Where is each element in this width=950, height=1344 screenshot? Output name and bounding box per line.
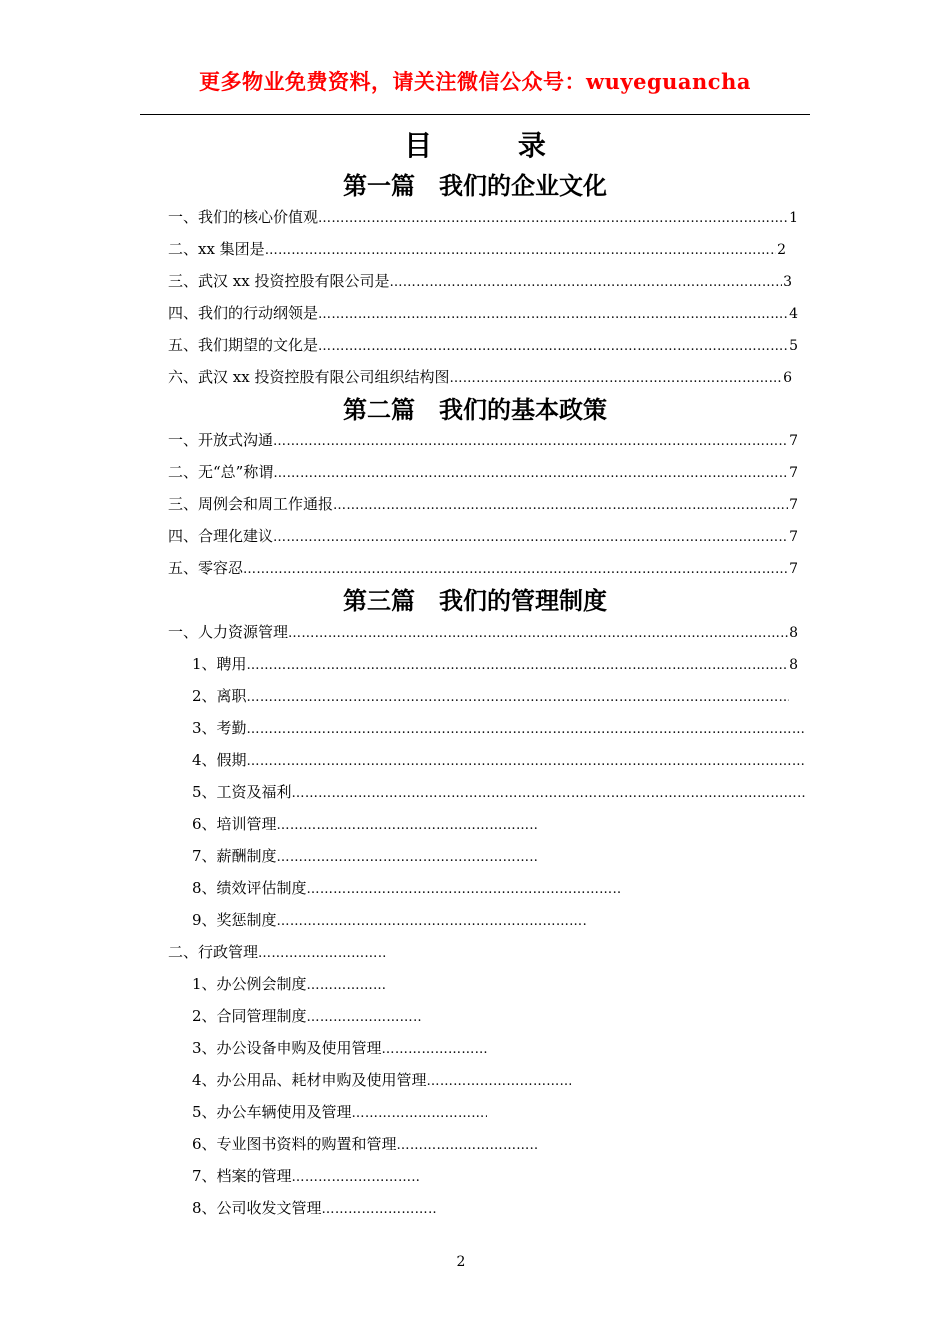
- toc-entry-label: 3、办公设备申购及使用管理: [192, 1039, 382, 1057]
- promo-banner: 更多物业免费资料，请关注微信公众号：wuyeguancha: [199, 69, 751, 94]
- part-prefix: 第二篇: [343, 395, 415, 424]
- toc-entry-label: 一、我们的核心价值观: [168, 208, 319, 226]
- toc-entry[interactable]: [168, 237, 786, 261]
- toc-entry[interactable]: [192, 1036, 488, 1060]
- dot-leader: [277, 910, 587, 932]
- dot-leader: [307, 1006, 421, 1028]
- toc-entry-label: 4、办公用品、耗材申购及使用管理: [192, 1071, 427, 1089]
- toc-entry[interactable]: [168, 365, 792, 389]
- dot-leader: [352, 1102, 487, 1124]
- toc-entry-page: 4: [789, 306, 798, 322]
- part-name: 我们的基本政策: [439, 395, 607, 424]
- part-name: 我们的管理制度: [439, 586, 607, 615]
- toc-entry-label: 六、武汉 xx 投资控股有限公司组织结构图: [168, 368, 450, 386]
- toc-entry[interactable]: [192, 716, 806, 740]
- toc-entry[interactable]: [192, 1196, 438, 1220]
- toc-entry-label: 3、考勤: [192, 719, 247, 737]
- toc-entry-label: 三、周例会和周工作通报: [168, 495, 334, 513]
- dot-leader: [247, 750, 805, 772]
- toc-entry-label: 5、办公车辆使用及管理: [192, 1103, 352, 1121]
- toc-entry[interactable]: [168, 269, 792, 293]
- toc-entry[interactable]: [192, 844, 538, 868]
- part-prefix: 第三篇: [343, 586, 415, 615]
- dot-leader: [397, 1134, 537, 1156]
- toc-entry-label: 1、办公例会制度: [192, 975, 307, 993]
- toc-entry-label: 8、公司收发文管理: [192, 1199, 322, 1217]
- toc-entry[interactable]: [168, 301, 798, 325]
- toc-entry[interactable]: [168, 428, 798, 452]
- dot-leader: [318, 303, 788, 325]
- dot-leader: [288, 622, 788, 644]
- toc-entry-page: 8: [789, 657, 798, 673]
- toc-entry[interactable]: [168, 205, 798, 229]
- toc-entry-label: 二、xx 集团是: [168, 240, 265, 258]
- toc-entry-page: 7: [789, 529, 798, 545]
- toc-entry-page: 7: [789, 433, 798, 449]
- toc-entry[interactable]: [192, 1100, 488, 1124]
- toc-entry-page: 5: [789, 338, 798, 354]
- toc-entry-label: 4、假期: [192, 751, 247, 769]
- dot-leader: [277, 814, 537, 836]
- dot-leader: [273, 526, 788, 548]
- dot-leader: [247, 654, 789, 676]
- toc-entry-page: 7: [789, 465, 798, 481]
- toc-entry[interactable]: [192, 780, 806, 804]
- toc-entry[interactable]: [168, 333, 798, 357]
- dot-leader: [389, 271, 782, 293]
- toc-entry[interactable]: [168, 460, 798, 484]
- toc-entry[interactable]: [192, 684, 790, 708]
- dot-leader: [382, 1038, 487, 1060]
- toc-entry[interactable]: [192, 908, 588, 932]
- toc-entry[interactable]: [192, 652, 798, 676]
- toc-entry[interactable]: [192, 1068, 572, 1092]
- toc-entry-label: 四、我们的行动纲领是: [168, 304, 319, 322]
- toc-entry-page: 7: [789, 497, 798, 513]
- part-heading-2: [0, 390, 950, 425]
- toc-entry-label: 四、合理化建议: [168, 527, 274, 545]
- dot-leader: [292, 782, 805, 804]
- toc-title: 目 录: [404, 129, 584, 162]
- toc-entry-label: 二、行政管理: [168, 943, 259, 961]
- dot-leader: [247, 686, 789, 708]
- dot-leader: [247, 718, 805, 740]
- toc-entry-label: 9、奖惩制度: [192, 911, 277, 929]
- dot-leader: [277, 846, 537, 868]
- toc-entry[interactable]: [168, 620, 798, 644]
- toc-entry-label: 8、绩效评估制度: [192, 879, 307, 897]
- toc-entry[interactable]: [192, 876, 622, 900]
- dot-leader: [273, 462, 788, 484]
- dot-leader: [307, 878, 621, 900]
- toc-entry-page: 2: [777, 242, 786, 258]
- toc-entry[interactable]: [192, 812, 538, 836]
- dot-leader: [265, 239, 776, 261]
- dot-leader: [258, 942, 387, 964]
- toc-entry-page: 3: [783, 274, 792, 290]
- dot-leader: [427, 1070, 571, 1092]
- toc-entry[interactable]: [168, 492, 798, 516]
- toc-entry-label: 五、我们期望的文化是: [168, 336, 319, 354]
- toc-entry-page: 1: [789, 210, 798, 226]
- toc-entry-label: 7、档案的管理: [192, 1167, 292, 1185]
- toc-entry[interactable]: [192, 1004, 422, 1028]
- toc-entry-label: 1、聘用: [192, 655, 247, 673]
- page-number: 2: [456, 1254, 466, 1270]
- dot-leader: [273, 430, 788, 452]
- toc-entry-label: 五、零容忍: [168, 559, 244, 577]
- toc-entry-page: 7: [789, 561, 798, 577]
- dot-leader: [322, 1198, 437, 1220]
- toc-entry-label: 6、专业图书资料的购置和管理: [192, 1135, 397, 1153]
- dot-leader: [333, 494, 788, 516]
- dot-leader: [318, 335, 788, 357]
- toc-entry-page: 6: [783, 370, 792, 386]
- part-name: 我们的企业文化: [439, 171, 607, 200]
- toc-entry[interactable]: [168, 556, 798, 580]
- toc-entry[interactable]: [192, 1164, 422, 1188]
- dot-leader: [449, 367, 782, 389]
- dot-leader: [318, 207, 788, 229]
- part-heading-3: [0, 581, 950, 616]
- toc-entry[interactable]: [168, 940, 388, 964]
- toc-entry-label: 二、无“总”称谓: [168, 463, 274, 481]
- toc-entry-label: 三、武汉 xx 投资控股有限公司是: [168, 272, 390, 290]
- part-prefix: 第一篇: [343, 171, 415, 200]
- part-heading-1: [0, 166, 950, 201]
- dot-leader: [243, 558, 788, 580]
- toc-entry-label: 6、培训管理: [192, 815, 277, 833]
- toc-entry-label: 2、合同管理制度: [192, 1007, 307, 1025]
- toc-entry-label: 7、薪酬制度: [192, 847, 277, 865]
- toc-entry[interactable]: [192, 748, 806, 772]
- toc-entry-label: 5、工资及福利: [192, 783, 292, 801]
- header-divider: [140, 114, 810, 115]
- dot-leader: [307, 974, 387, 996]
- toc-entry[interactable]: [192, 972, 388, 996]
- toc-entry[interactable]: [168, 524, 798, 548]
- dot-leader: [292, 1166, 421, 1188]
- toc-entry-page: 8: [789, 625, 798, 641]
- toc-entry-label: 一、开放式沟通: [168, 431, 274, 449]
- toc-entry-label: 一、人力资源管理: [168, 623, 289, 641]
- toc-entry-label: 2、离职: [192, 687, 247, 705]
- toc-entry[interactable]: [192, 1132, 538, 1156]
